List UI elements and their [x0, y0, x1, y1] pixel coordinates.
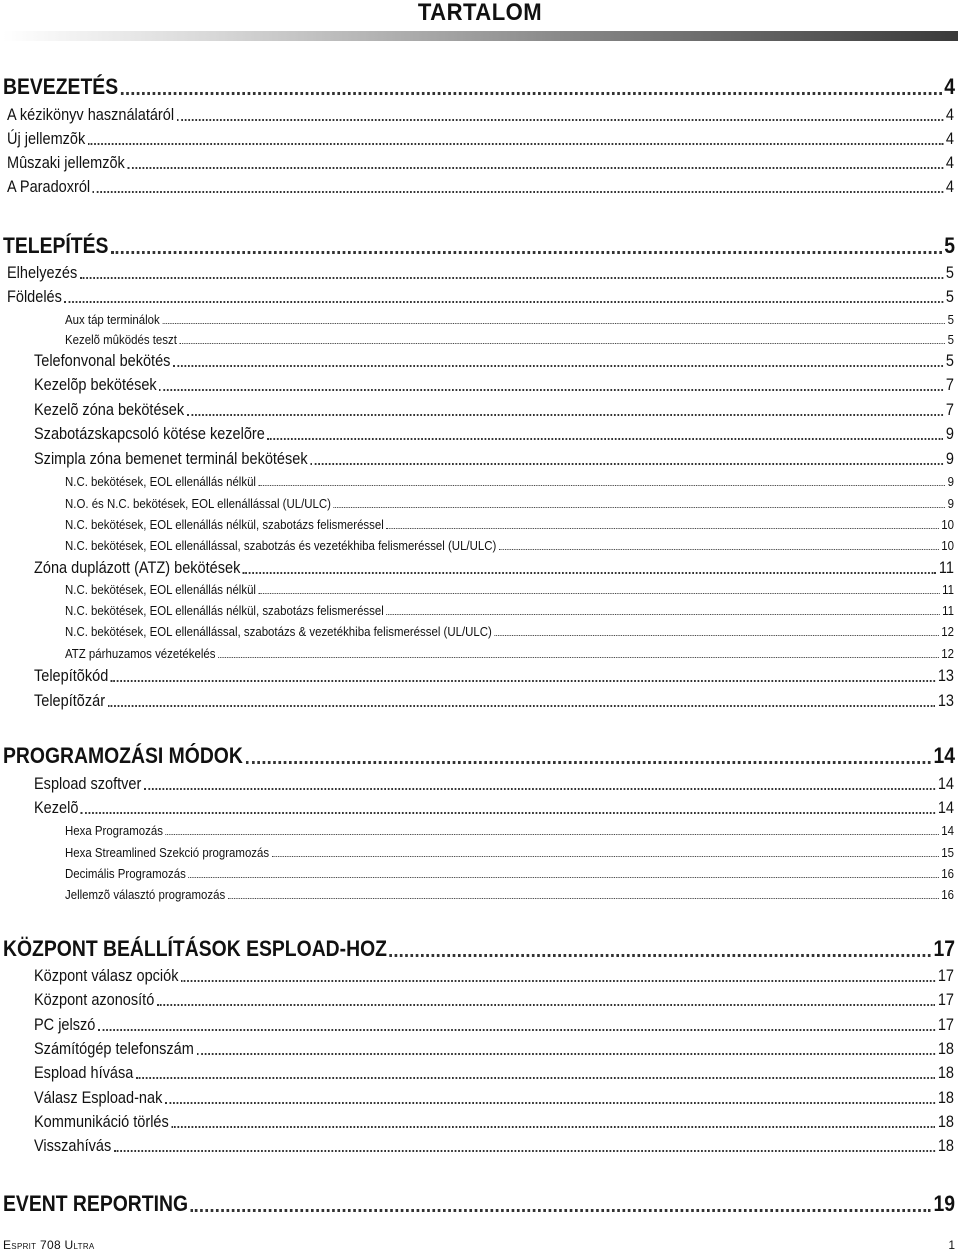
page-footer	[3, 1238, 955, 1252]
toc-entry[interactable]	[34, 667, 954, 686]
toc-entry[interactable]	[7, 264, 954, 283]
toc-entry-title: N.C. bekötések, EOL ellenállás nélkül, szabotázs felismeréssel	[65, 603, 384, 618]
toc-entry-title: Kezelõ mûködés teszt	[65, 332, 177, 347]
toc-entry-page: 14	[937, 799, 954, 817]
toc-leader-dots	[98, 1028, 935, 1031]
toc-entry-title: Központ válasz opciók	[34, 967, 179, 985]
footer-page-number: 1	[948, 1238, 955, 1252]
toc-entry-title: Elhelyezés	[7, 264, 78, 282]
toc-entry-title: Földelés	[7, 288, 62, 306]
toc-leader-dots	[121, 91, 942, 95]
toc-entry-page: 14	[941, 823, 954, 838]
toc-leader-dots	[171, 1125, 935, 1128]
toc-leader-dots	[173, 364, 943, 367]
footer-product-name: Esprit 708 Ultra	[3, 1238, 95, 1252]
toc-entry[interactable]	[34, 352, 954, 371]
toc-leader-dots	[180, 342, 945, 344]
toc-entry-title: Telepítõkód	[34, 667, 109, 685]
toc-subentry[interactable]	[65, 646, 954, 661]
toc-leader-dots	[111, 250, 942, 254]
toc-entry-page: 5	[947, 332, 954, 347]
toc-entry-title: Telefonvonal bekötés	[34, 352, 171, 370]
toc-leader-dots	[162, 322, 945, 324]
toc-section-entry[interactable]	[3, 936, 955, 962]
toc-entry-title: Központ azonosító	[34, 991, 155, 1009]
toc-subentry[interactable]	[65, 496, 954, 511]
toc-entry-title: PC jelszó	[34, 1016, 96, 1034]
toc-entry[interactable]	[34, 401, 954, 420]
toc-entry-page: 11	[938, 559, 954, 577]
toc-leader-dots	[494, 634, 938, 636]
toc-leader-dots	[81, 811, 935, 814]
toc-entry-page: 17	[937, 1016, 954, 1034]
toc-subentry[interactable]	[65, 603, 954, 618]
toc-leader-dots	[127, 166, 943, 169]
toc-entry-title: N.C. bekötések, EOL ellenállással, szabotzás és vezetékhiba felismeréssel (UL/ULC)	[65, 538, 497, 553]
toc-entry-page: 7	[945, 376, 954, 394]
toc-entry-page: 18	[937, 1064, 954, 1082]
toc-entry[interactable]	[7, 178, 954, 197]
toc-entry-page: 5	[945, 264, 954, 282]
toc-entry-page: 11	[942, 582, 954, 597]
toc-subentry[interactable]	[65, 845, 954, 860]
toc-entry-title: N.C. bekötések, EOL ellenállás nélkül, szabotázs felismeréssel	[65, 517, 384, 532]
toc-leader-dots	[191, 1208, 931, 1212]
toc-entry-page: 12	[941, 646, 954, 661]
toc-entry[interactable]	[7, 130, 954, 149]
toc-entry-title: Szabotázskapcsoló kötése kezelõre	[34, 425, 265, 443]
toc-entry-title: A Paradoxról	[7, 178, 91, 196]
toc-entry-page: 5	[947, 312, 954, 327]
toc-entry-title: Hexa Streamlined Szekció programozás	[65, 845, 270, 860]
toc-entry-title: TELEPÍTÉS	[3, 233, 109, 258]
toc-entry-page: 5	[945, 352, 954, 370]
toc-section-entry[interactable]	[3, 1191, 955, 1217]
toc-leader-dots	[80, 276, 943, 279]
toc-section-entry[interactable]	[3, 233, 955, 259]
toc-entry-page: 7	[945, 401, 954, 419]
toc-entry-title: Kezelõ	[34, 799, 79, 817]
toc-entry[interactable]	[7, 288, 954, 307]
toc-leader-dots	[157, 1003, 935, 1006]
toc-section-entry[interactable]	[3, 74, 955, 100]
toc-subentry[interactable]	[65, 312, 954, 327]
toc-entry[interactable]	[34, 1064, 954, 1083]
toc-entry-title: Visszahívás	[34, 1137, 112, 1155]
title-gradient-rule	[3, 31, 958, 41]
toc-entry-page: 13	[937, 692, 954, 710]
toc-entry-title: Aux táp terminálok	[65, 312, 160, 327]
toc-entry-title: Számítógép telefonszám	[34, 1040, 194, 1058]
toc-leader-dots	[386, 613, 939, 615]
toc-entry-title: ATZ párhuzamos vézetékelés	[65, 646, 216, 661]
toc-leader-dots	[245, 760, 930, 764]
toc-entry-title: Zóna duplázott (ATZ) bekötések	[34, 559, 241, 577]
toc-entry-page: 9	[945, 450, 954, 468]
toc-subentry[interactable]	[65, 866, 954, 881]
toc-entry-page: 4	[945, 106, 954, 124]
toc-entry-title: Telepítõzár	[34, 692, 106, 710]
toc-leader-dots	[196, 1052, 935, 1055]
toc-subentry[interactable]	[65, 538, 954, 553]
toc-entry-title: Szimpla zóna bemenet terminál bekötések	[34, 450, 308, 468]
toc-leader-dots	[93, 190, 943, 193]
toc-entry-title: N.C. bekötések, EOL ellenállás nélkül	[65, 474, 256, 489]
toc-entry-title: BEVEZETÉS	[3, 74, 119, 99]
toc-entry[interactable]	[34, 1137, 954, 1156]
toc-entry-page: 19	[933, 1191, 955, 1216]
toc-leader-dots	[386, 527, 938, 529]
toc-leader-dots	[310, 462, 943, 465]
toc-subentry[interactable]	[65, 887, 954, 902]
toc-entry[interactable]	[34, 1089, 954, 1108]
toc-leader-dots	[259, 592, 940, 594]
toc-entry[interactable]	[34, 692, 954, 711]
toc-leader-dots	[188, 876, 938, 878]
toc-subentry[interactable]	[65, 624, 954, 639]
toc-entry-title: KÖZPONT BEÁLLÍTÁSOK ESPLOAD-HOZ	[3, 936, 387, 961]
toc-entry[interactable]	[34, 559, 954, 578]
toc-entry-page: 10	[941, 517, 954, 532]
toc-entry-page: 4	[945, 178, 954, 196]
toc-entry-title: Mûszaki jellemzõk	[7, 154, 125, 172]
toc-entry[interactable]	[34, 376, 954, 395]
toc-entry[interactable]	[34, 991, 954, 1010]
toc-leader-dots	[243, 571, 936, 574]
toc-leader-dots	[390, 953, 931, 957]
toc-entry-title: Kezelõp bekötések	[34, 376, 157, 394]
toc-subentry[interactable]	[65, 332, 954, 347]
toc-entry-page: 18	[937, 1089, 954, 1107]
toc-entry-page: 17	[937, 991, 954, 1009]
toc-leader-dots	[218, 656, 939, 658]
toc-leader-dots	[177, 118, 944, 121]
toc-leader-dots	[187, 413, 943, 416]
toc-entry-title: Kezelõ zóna bekötések	[34, 401, 185, 419]
toc-leader-dots	[272, 855, 939, 857]
toc-leader-dots	[114, 1149, 935, 1152]
toc-entry-title: Új jellemzõk	[7, 130, 86, 148]
toc-entry[interactable]	[34, 1113, 954, 1132]
toc-entry-title: Espload hívása	[34, 1064, 134, 1082]
toc-entry-title: N.C. bekötések, EOL ellenállás nélkül	[65, 582, 256, 597]
toc-entry[interactable]	[7, 154, 954, 173]
toc-entry-page: 11	[942, 603, 954, 618]
toc-subentry[interactable]	[65, 582, 954, 597]
toc-leader-dots	[165, 1101, 935, 1104]
toc-leader-dots	[111, 679, 935, 682]
toc-leader-dots	[259, 484, 945, 486]
toc-entry-title: EVENT REPORTING	[3, 1191, 189, 1216]
toc-leader-dots	[181, 979, 935, 982]
toc-entry-page: 9	[945, 425, 954, 443]
toc-entry[interactable]	[34, 775, 954, 794]
toc-entry-page: 5	[944, 233, 955, 258]
toc-entry[interactable]	[34, 1040, 954, 1059]
toc-entry-page: 15	[941, 845, 954, 860]
toc-entry[interactable]	[34, 1016, 954, 1035]
toc-entry-page: 16	[941, 887, 954, 902]
toc-entry-page: 14	[937, 775, 954, 793]
toc-entry-title: PROGRAMOZÁSI MÓDOK	[3, 743, 243, 768]
toc-entry-title: Decimális Programozás	[65, 866, 186, 881]
toc-entry-page: 18	[937, 1040, 954, 1058]
toc-entry[interactable]	[7, 106, 954, 125]
toc-entry[interactable]	[34, 450, 954, 469]
toc-leader-dots	[334, 506, 945, 508]
toc-entry[interactable]	[34, 967, 954, 986]
toc-subentry[interactable]	[65, 517, 954, 532]
toc-entry-page: 4	[944, 74, 955, 99]
toc-entry-page: 17	[933, 936, 955, 961]
toc-entry-page: 18	[937, 1113, 954, 1131]
toc-entry-page: 9	[947, 496, 954, 511]
toc-entry-title: Válasz Espload-nak	[34, 1089, 163, 1107]
toc-entry[interactable]	[34, 799, 954, 818]
toc-entry-page: 4	[945, 130, 954, 148]
toc-entry-page: 5	[945, 288, 954, 306]
toc-entry-page: 14	[933, 743, 955, 768]
toc-leader-dots	[65, 300, 944, 303]
toc-entry-title: N.O. és N.C. bekötések, EOL ellenállással (UL/ULC)	[65, 496, 331, 511]
toc-entry-page: 13	[937, 667, 954, 685]
toc-leader-dots	[144, 787, 935, 790]
toc-leader-dots	[108, 704, 936, 707]
toc-entry-page: 16	[941, 866, 954, 881]
toc-entry-page: 10	[941, 538, 954, 553]
toc-entry-title: Kommunikáció törlés	[34, 1113, 169, 1131]
toc-entry-title: Hexa Programozás	[65, 823, 163, 838]
toc-leader-dots	[88, 142, 943, 145]
toc-leader-dots	[159, 388, 943, 391]
toc-subentry[interactable]	[65, 823, 954, 838]
toc-entry-title: Jellemzõ választó programozás	[65, 887, 226, 902]
toc-section-entry[interactable]	[3, 743, 955, 769]
toc-entry-title: A kézikönyv használatáról	[7, 106, 175, 124]
toc-entry-page: 17	[937, 967, 954, 985]
toc-leader-dots	[166, 833, 939, 835]
toc-subentry[interactable]	[65, 474, 954, 489]
toc-entry-page: 4	[945, 154, 954, 172]
toc-leader-dots	[228, 897, 939, 899]
toc-entry-page: 18	[937, 1137, 954, 1155]
toc-leader-dots	[499, 548, 939, 550]
page-title: TARTALOM	[417, 0, 543, 26]
toc-leader-dots	[267, 437, 943, 440]
toc-entry-page: 9	[947, 474, 954, 489]
toc-leader-dots	[136, 1076, 935, 1079]
toc-entry-title: Espload szoftver	[34, 775, 142, 793]
toc-entry[interactable]	[34, 425, 954, 444]
toc-entry-title: N.C. bekötések, EOL ellenállással, szabotázs & vezetékhiba felismeréssel (UL/ULC)	[65, 624, 492, 639]
toc-entry-page: 12	[941, 624, 954, 639]
